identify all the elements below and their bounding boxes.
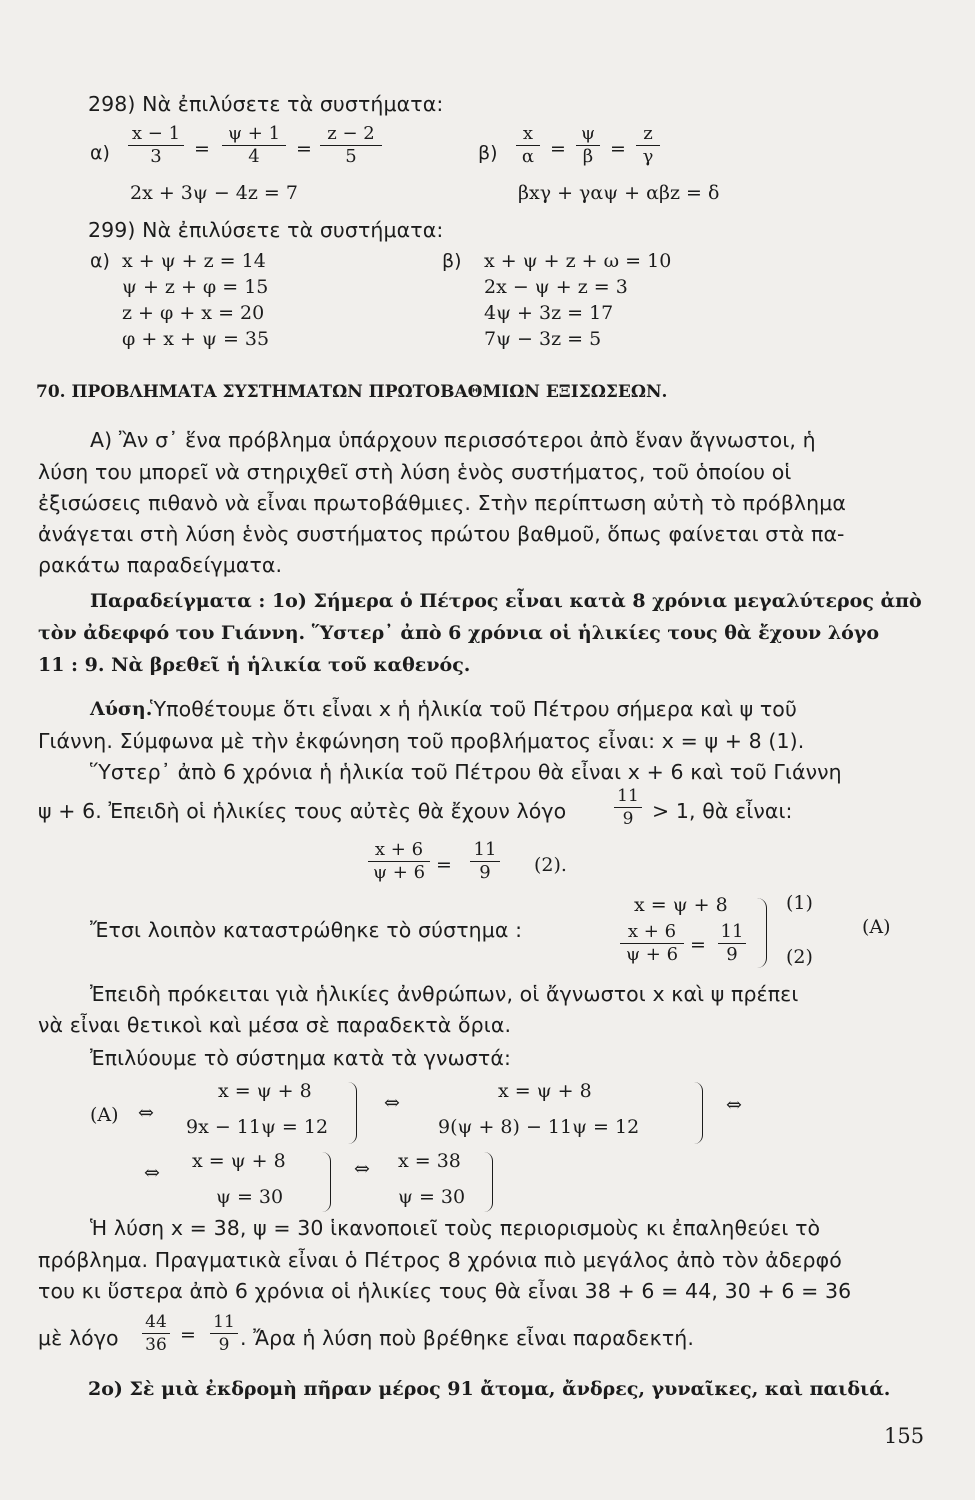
step2-brace	[694, 1082, 703, 1144]
solution-line-4-start: ψ + 6. Ἐπειδὴ οἱ ἡλικίες τους αὐτὲς θὰ ἔχουν λόγο	[38, 799, 567, 823]
equivalence-arrow: ⇔	[726, 1094, 742, 1116]
after-line-2: νὰ εἶναι θετικοὶ καὶ μέσα σὲ παραδεκτὰ ὅρια.	[38, 1013, 512, 1037]
intro-line-4: ἀνάγεται στὴ λύση ἑνὸς συστήματος πρώτου βαθμοῦ, ὅπως φαίνεται στὰ πα-	[38, 522, 845, 546]
step4-eq-2: ψ = 30	[398, 1186, 466, 1208]
numerator: x + 6	[374, 839, 424, 860]
conclusion-fraction-1	[142, 1312, 170, 1355]
examples-line-1: Παραδείγματα : 1ο) Σήμερα ὁ Πέτρος εἶναι κατὰ 8 χρόνια μεγαλύτερος ἀπὸ	[90, 590, 922, 612]
system-eq-1: x = ψ + 8	[634, 894, 728, 916]
page-number: 155	[884, 1424, 925, 1448]
denominator: 9	[218, 1335, 230, 1355]
denominator: 9	[622, 809, 634, 829]
examples-line-2: τὸν ἀδεφφό του Γιάννη. Ὕστερ᾽ ἀπὸ 6 χρόνια οἱ ἡλικίες τους θὰ ἔχουν λόγο	[38, 622, 880, 644]
ex298-b-fraction-2	[576, 124, 600, 167]
numerator: 11	[473, 839, 497, 860]
system-brace	[756, 898, 767, 968]
intro-line-3: ἐξισώσεις πιθανὸ νὰ εἶναι πρωτοβάθμιες. Στὴν περίπτωση αὐτὴ τὸ πρόβλημα	[38, 491, 846, 515]
numerator: ψ	[580, 123, 596, 144]
intro-line-2: λύση του μπορεῖ νὰ στηριχθεῖ στὴ λύση ἑνὸς συστήματος, τοῦ ὁποίου οἱ	[38, 460, 792, 484]
examples-line-3: 11 : 9. Νὰ βρεθεῖ ἡ ἡλικία τοῦ καθενός.	[38, 654, 471, 676]
system-tag-1: (1)	[786, 892, 813, 914]
example-2-heading: 2ο) Σὲ μιὰ ἐκδρομὴ πῆραν μέρος 91 ἄτομα, ἄνδρες, γυναῖκες, καὶ παιδιά.	[88, 1378, 891, 1400]
equals-sign: =	[180, 1324, 196, 1346]
ex298-a-label: α)	[90, 142, 110, 164]
numerator: 11	[213, 1312, 235, 1332]
after-line-3: Ἐπιλύουμε τὸ σύστημα κατὰ τὰ γνωστά:	[90, 1046, 511, 1070]
equals-sign: =	[194, 138, 210, 160]
step4-eq-1: x = 38	[398, 1150, 461, 1172]
section-heading: 70. ΠΡΟΒΛΗΜΑΤΑ ΣΥΣΤΗΜΑΤΩΝ ΠΡΩΤΟΒΑΘΜΙΩΝ ΕΞΙΣΩΣΕΩΝ.	[36, 382, 668, 402]
ex299-b-eq-2: 2x − ψ + z = 3	[484, 276, 628, 298]
denominator: 5	[345, 146, 357, 167]
system-right-fraction	[718, 922, 746, 965]
ex298-a-equation-2: 2x + 3ψ − 4z = 7	[130, 182, 298, 204]
denominator: ψ + 6	[625, 944, 679, 965]
equals-sign: =	[690, 934, 706, 956]
system-intro-text: Ἔτσι λοιπὸν καταστρώθηκε τὸ σύστημα :	[90, 918, 523, 942]
eq2-right-fraction	[470, 840, 500, 883]
numerator: x − 1	[131, 123, 181, 144]
ex299-a-eq-2: ψ + z + φ = 15	[122, 276, 269, 298]
after-line-1: Ἐπειδὴ πρόκειται γιὰ ἡλικίες ἀνθρώπων, οἱ ἄγνωστοι x καὶ ψ πρέπει	[90, 982, 799, 1006]
conclusion-line-2: πρόβλημα. Πραγματικὰ εἶναι ὁ Πέτρος 8 χρόνια πιὸ μεγάλος ἀπὸ τὸν ἀδερφό	[38, 1248, 842, 1272]
solve-A-label: (Α)	[90, 1104, 119, 1126]
ex298-a-fraction-2	[222, 124, 286, 167]
solution-line-4-end: > 1, θὰ εἶναι:	[652, 799, 793, 823]
ex298-a-fraction-1	[128, 124, 184, 167]
conclusion-line-3: του κι ὕστερα ἀπὸ 6 χρόνια οἱ ἡλικίες τους θὰ εἶναι 38 + 6 = 44, 30 + 6 = 36	[38, 1279, 852, 1303]
denominator: 3	[150, 146, 162, 167]
system-left-fraction	[620, 922, 684, 965]
denominator: 9	[726, 944, 738, 965]
ex298-b-equation-2: βxγ + γαψ + αβz = δ	[518, 182, 720, 204]
step2-eq-2: 9(ψ + 8) − 11ψ = 12	[438, 1116, 640, 1138]
intro-line-1: Α) Ἂν σ᾽ ἕνα πρόβλημα ὑπάρχουν περισσότεροι ἀπὸ ἕναν ἄγνωστοι, ἡ	[90, 428, 816, 452]
numerator: z − 2	[327, 123, 375, 144]
ex299-b-label: β)	[442, 250, 462, 272]
conclusion-line-4-end: . Ἄρα ἡ λύση ποὺ βρέθηκε εἶναι παραδεκτή.	[240, 1326, 694, 1350]
step3-eq-1: x = ψ + 8	[192, 1150, 286, 1172]
numerator: 11	[617, 786, 639, 806]
equals-sign: =	[436, 854, 452, 876]
ex299-b-eq-3: 4ψ + 3z = 17	[484, 302, 614, 324]
denominator: 36	[145, 1335, 167, 1355]
ex299-a-eq-1: x + ψ + z = 14	[122, 250, 266, 272]
equivalence-arrow: ⇔	[144, 1162, 160, 1184]
ex299-b-eq-1: x + ψ + z + ω = 10	[484, 250, 672, 272]
step2-eq-1: x = ψ + 8	[498, 1080, 592, 1102]
ex299-a-eq-4: φ + x + ψ = 35	[122, 328, 270, 350]
step1-eq-1: x = ψ + 8	[218, 1080, 312, 1102]
eq2-tag: (2).	[534, 854, 567, 876]
eq2-left-fraction	[368, 840, 430, 883]
conclusion-fraction-2	[210, 1312, 238, 1355]
equals-sign: =	[296, 138, 312, 160]
denominator: β	[582, 146, 594, 167]
step1-brace	[348, 1082, 357, 1144]
ex299-b-eq-4: 7ψ − 3z = 5	[484, 328, 602, 350]
solution-line-1: Ὑποθέτουμε ὅτι εἶναι x ἡ ἡλικία τοῦ Πέτρου σήμερα καὶ ψ τοῦ	[150, 697, 797, 721]
ex298-b-label: β)	[478, 142, 498, 164]
step3-brace	[322, 1152, 331, 1212]
step3-eq-2: ψ = 30	[216, 1186, 284, 1208]
ex299-a-label: α)	[90, 250, 110, 272]
denominator: ψ + 6	[372, 862, 426, 883]
ex298-a-fraction-3	[320, 124, 382, 167]
step4-brace	[484, 1152, 493, 1212]
conclusion-line-4-start: μὲ λόγο	[38, 1326, 119, 1350]
ex298-b-fraction-3	[636, 124, 660, 167]
solution-label: Λύση.	[90, 698, 153, 720]
denominator: 9	[479, 862, 491, 883]
solution-line-3: Ὕστερ᾽ ἀπὸ 6 χρόνια ἡ ἡλικία τοῦ Πέτρου θὰ εἶναι x + 6 καὶ τοῦ Γιάννη	[90, 760, 842, 784]
numerator: ψ + 1	[227, 123, 281, 144]
system-tag-2: (2)	[786, 946, 813, 968]
denominator: 4	[248, 146, 260, 167]
ex299-a-eq-3: z + φ + x = 20	[122, 302, 265, 324]
solution-line-2: Γιάννη. Σύμφωνα μὲ τὴν ἐκφώνηση τοῦ προβλήματος εἶναι: x = ψ + 8 (1).	[38, 729, 805, 753]
equals-sign: =	[550, 138, 566, 160]
numerator: x	[522, 123, 534, 144]
ratio-fraction	[614, 786, 642, 829]
equivalence-arrow: ⇔	[354, 1158, 370, 1180]
numerator: x + 6	[627, 921, 677, 942]
equals-sign: =	[610, 138, 626, 160]
conclusion-line-1: Ἡ λύση x = 38, ψ = 30 ἱκανοποιεῖ τοὺς περιορισμοὺς κι ἐπαληθεύει τὸ	[90, 1216, 821, 1240]
equivalence-arrow: ⇔	[138, 1102, 154, 1124]
equivalence-arrow: ⇔	[384, 1092, 400, 1114]
denominator: α	[521, 146, 535, 167]
ex298-b-fraction-1	[516, 124, 540, 167]
exercise-299-title: 299) Νὰ ἐπιλύσετε τὰ συστήματα:	[88, 218, 444, 242]
system-tag-A: (Α)	[862, 916, 891, 938]
numerator: 11	[720, 921, 744, 942]
exercise-298-title: 298) Νὰ ἐπιλύσετε τὰ συστήματα:	[88, 92, 444, 116]
intro-line-5: ρακάτω παραδείγματα.	[38, 553, 283, 577]
numerator: z	[643, 123, 653, 144]
numerator: 44	[145, 1312, 167, 1332]
step1-eq-2: 9x − 11ψ = 12	[186, 1116, 329, 1138]
denominator: γ	[642, 146, 654, 167]
